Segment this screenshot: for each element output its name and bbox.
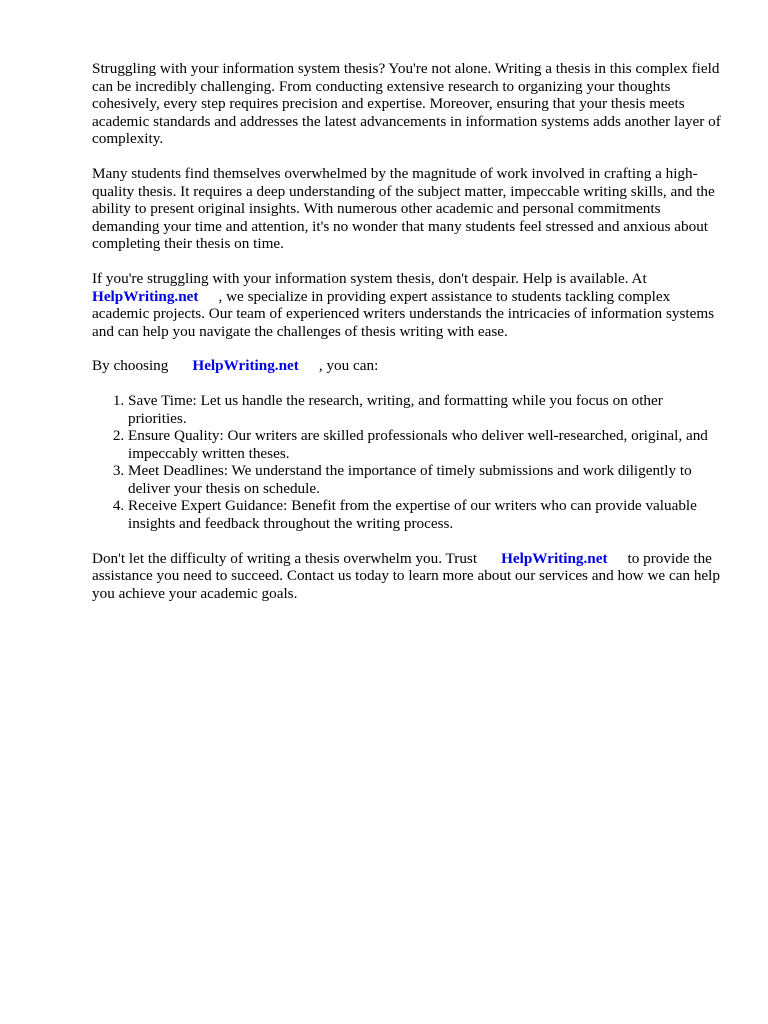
list-item [128, 427, 722, 462]
overwhelm-text: Many students find themselves overwhelmed by the magnitude of work involved in crafting a high-quality thesis. It requires a deep understanding of the subject matter, impeccable writing skills, and the ability to present original insights. With numerous other academic and personal commitments demanding your time and attention, it's no wonder that many students feel stressed and anxious about completing their thesis on time. [92, 164, 715, 253]
help-paragraph [92, 270, 722, 340]
benefit-ensure-quality: Ensure Quality: Our writers are skilled professionals who deliver well-researched, original, and impeccably written theses. [128, 427, 708, 462]
overwhelm-paragraph [92, 165, 722, 253]
document-page [92, 60, 722, 619]
helpwriting-link-3[interactable]: HelpWriting.net [501, 549, 608, 567]
intro-text: Struggling with your information system thesis? You're not alone. Writing a thesis in this complex field can be incredibly challenging. From conducting extensive research to organizing your thoughts cohesively, every step requires precision and expertise. Moreover, ensuring that your thesis meets academic standards and addresses the latest advancements in information systems adds another layer of complexity. [92, 60, 721, 148]
helpwriting-link-1[interactable]: HelpWriting.net [92, 287, 199, 305]
choosing-paragraph [92, 357, 722, 375]
list-item [128, 497, 722, 532]
list-item [128, 462, 722, 497]
intro-paragraph [92, 60, 722, 148]
benefit-meet-deadlines: Meet Deadlines: We understand the importance of timely submissions and work diligently to deliver your thesis on schedule. [128, 462, 692, 497]
benefit-save-time: Save Time: Let us handle the research, writing, and formatting while you focus on other priorities. [128, 391, 663, 427]
helpwriting-link-2[interactable]: HelpWriting.net [192, 357, 299, 375]
closing-paragraph [92, 550, 722, 603]
choosing-text-before: By choosing [92, 357, 169, 375]
help-text-before: If you're struggling with your information system thesis, don't despair. Help is available. At [92, 269, 647, 287]
benefit-expert-guidance: Receive Expert Guidance: Benefit from the expertise of our writers who can provide valuable insights and feedback throughout the writing process. [128, 497, 697, 533]
list-item [128, 392, 722, 427]
help-text-after: , we specialize in providing expert assistance to students tackling complex academic projects. Our team of experienced writers understands the intricacies of information systems and can help you navigate the challenges of thesis writing with ease. [92, 287, 715, 340]
choosing-text-after: , you can: [318, 357, 379, 375]
benefits-list [92, 392, 722, 533]
closing-text-before: Don't let the difficulty of writing a thesis overwhelm you. Trust [92, 549, 478, 567]
closing-text-after: to provide the assistance you need to succeed. Contact us today to learn more about our services and how we can help you achieve your academic goals. [92, 549, 720, 602]
